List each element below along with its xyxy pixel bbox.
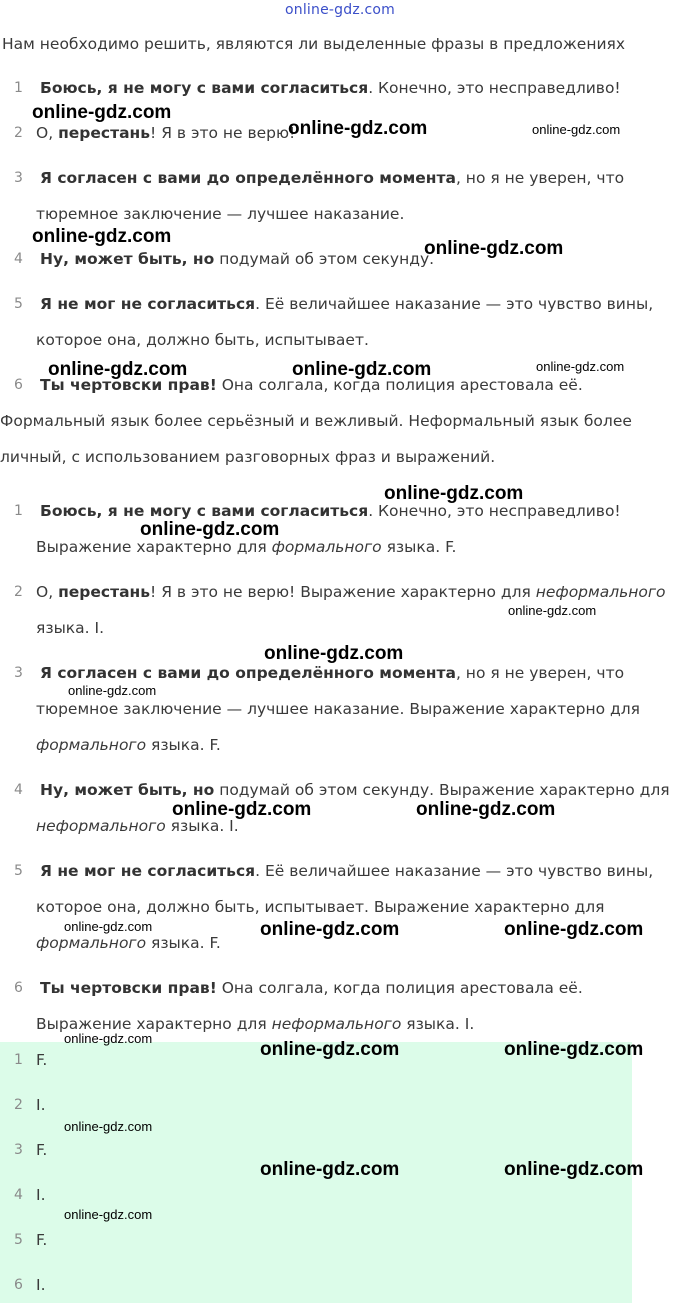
watermark: online-gdz.com — [64, 1031, 153, 1046]
watermark: online-gdz.com — [260, 919, 400, 940]
item-number: 3 — [14, 170, 23, 186]
watermark: online-gdz.com — [384, 483, 524, 504]
watermark: online-gdz.com — [504, 1039, 644, 1060]
item-number: 2 — [14, 125, 23, 141]
highlighted-phrase: Я согласен с вами до определённого момента — [40, 169, 456, 187]
highlighted-phrase: Боюсь, я не могу с вами согласиться — [40, 79, 369, 97]
highlighted-phrase: Ну, может быть, но — [40, 250, 215, 268]
header-watermark: online-gdz.com — [284, 2, 396, 18]
watermark: online-gdz.com — [288, 118, 428, 139]
watermark: online-gdz.com — [532, 122, 621, 137]
watermark: online-gdz.com — [32, 102, 172, 123]
highlighted-phrase: Боюсь, я не могу с вами согласиться — [40, 502, 369, 520]
item-number: 3 — [14, 665, 23, 681]
watermark: online-gdz.com — [260, 1039, 400, 1060]
watermark: online-gdz.com — [508, 603, 597, 618]
item-number: 5 — [14, 296, 23, 312]
task1-intro: Нам необходимо решить, являются ли выделенные фразы в предложениях — [2, 35, 626, 53]
watermark: online-gdz.com — [424, 238, 564, 259]
highlighted-phrase: Я не мог не согласиться — [40, 862, 256, 880]
watermark: online-gdz.com — [504, 919, 644, 940]
item-number: 1 — [14, 80, 23, 96]
watermark: online-gdz.com — [64, 919, 153, 934]
watermark: online-gdz.com — [292, 359, 432, 380]
watermark: online-gdz.com — [416, 799, 556, 820]
highlighted-phrase: Я не мог не согласиться — [40, 295, 256, 313]
watermark: online-gdz.com — [140, 519, 280, 540]
highlighted-phrase: Ну, может быть, но — [40, 781, 215, 799]
item-number: 6 — [14, 980, 23, 996]
watermark: online-gdz.com — [260, 1159, 400, 1180]
highlighted-phrase: перестань — [58, 124, 151, 142]
watermark: online-gdz.com — [32, 226, 172, 247]
watermark: online-gdz.com — [64, 1119, 153, 1134]
highlighted-phrase: Ты чертовски прав! — [40, 979, 217, 997]
watermark: online-gdz.com — [536, 359, 625, 374]
watermark: online-gdz.com — [172, 799, 312, 820]
highlighted-phrase: перестань — [58, 583, 151, 601]
task2-intro-line2: личный, с использованием разговорных фраз и выражений. — [0, 448, 496, 466]
item-number: 5 — [14, 863, 23, 879]
item-number: 4 — [14, 251, 23, 267]
watermark: online-gdz.com — [68, 683, 157, 698]
watermark: online-gdz.com — [264, 643, 404, 664]
item-number: 1 — [14, 503, 23, 519]
watermark: online-gdz.com — [64, 1207, 153, 1222]
item-number: 4 — [14, 782, 23, 798]
item-number: 6 — [14, 377, 23, 393]
watermark: online-gdz.com — [504, 1159, 644, 1180]
watermark: online-gdz.com — [48, 359, 188, 380]
highlighted-phrase: Ты чертовски прав! — [40, 376, 217, 394]
item-number: 2 — [14, 584, 23, 600]
task2-intro-line1: Формальный язык более серьёзный и вежливый. Неформальный язык более — [0, 412, 632, 430]
highlighted-phrase: Я согласен с вами до определённого момента — [40, 664, 456, 682]
